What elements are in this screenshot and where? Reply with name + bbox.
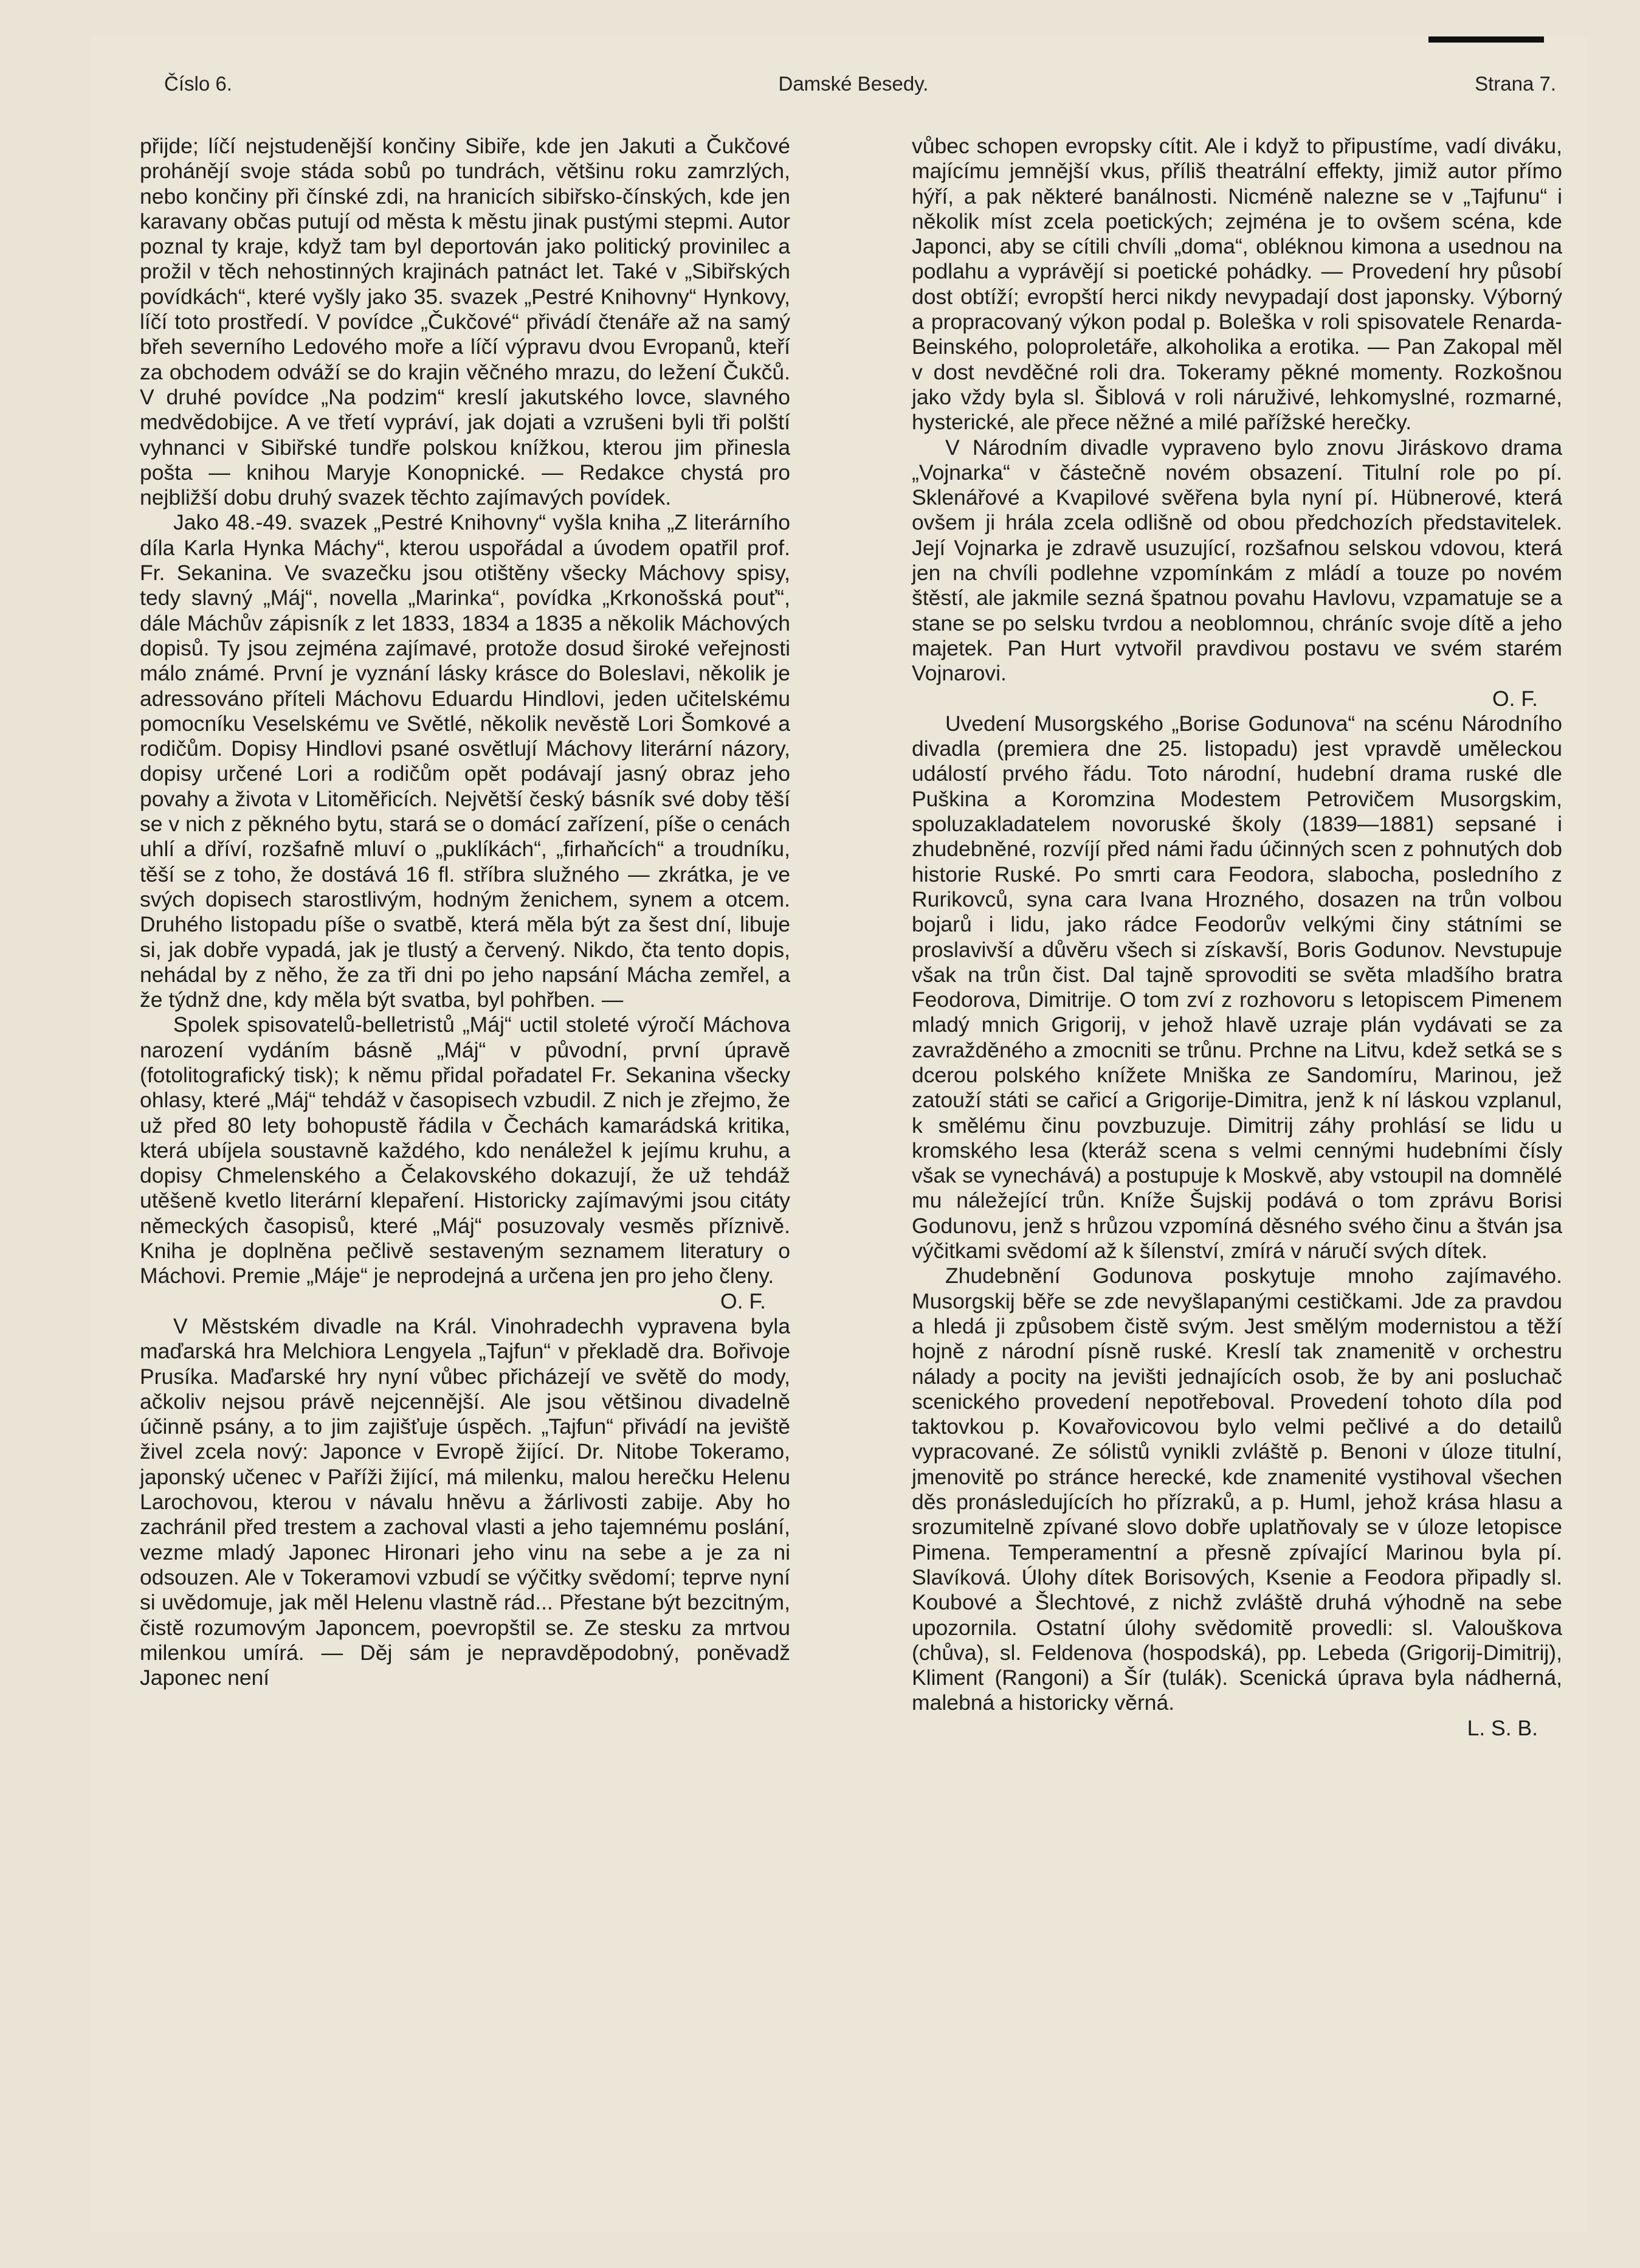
paragraph: Zhudebnění Godunova poskytuje mnoho zajímavého. Musorgskij běře se zde nevyšlapanými cestičkami. Jde za pravdou a hledá ji způsobem čistě svým. Jest smělým modernistou a těží hojně z národní písně ruské. Kreslí tak znamenitě v orchestru nálady a pocity na jevišti jednajících osob, že by ani posluchač scenického provedení nepotřeboval. Provedení tohoto díla pod taktovkou p. Kovařovicovou bylo velmi pečlivé a do detailů vypracované. Ze sólistů vynikli zvláště p. Benoni v úloze titulní, jmenovitě po stránce herecké, kde znamenité vystihoval všechen děs pronásledujících ho přízraků, a p. Huml, jehož krása hlasu a srozumitelně zpívané slovo dobře uplatňovaly se v úloze letopisce Pimena. Temperamentní a přesně zpívající Marinou byla pí. Slavíková. Úlohy dítek Borisových, Ksenie a Feodora připadly sl. Koubové a Šlechtové, z nichž zvláště druhá výhodně na sebe upozornila. Ostatní úlohy svědomitě provedli: sl. Valouškova (chůva), sl. Feldenova (hospodská), pp. Lebeda (Grigorij-Dimitrij), Kliment (Rangoni) a Šír (tulák). Scenická úprava byla nádherná, malebná a historicky věrná. (912, 1264, 1562, 1715)
signature: O. F. (1492, 686, 1538, 711)
paragraph: vůbec schopen evropsky cítit. Ale i když to připustíme, vadí diváku, majícímu jemnější vkus, příliš theatrální effekty, jimiž autor přímo hýří, a pak některé banálnosti. Nicméně nalezne se v „Tajfunu“ i několik míst zcela poetických; zejména je to ovšem scéna, kde Japonci, aby se cítili chvíli „doma“, obléknou kimona a usednou na podlahu a vyprávějí si poetické pohádky. — Provedení hry působí dost obtíží; evropští herci nikdy nevypadají dost japonsky. Výborný a propracovaný výkon podal p. Boleška v roli spisovatele Renarda-Beinského, poloproletáře, alkoholika a erotika. — Pan Zakopal měl v dost nevděčné roli dra. Tokeramy pěkné momenty. Rozkošnou jako vždy byla sl. Šiblová v roli náruživé, lehkomyslné, rozmarné, hysterické, ale přece něžné a milé pařížské herečky. (912, 134, 1562, 435)
paragraph: V Městském divadle na Král. Vinohradechh vypravena byla maďarská hra Melchiora Lengyela „Tajfun“ v překladě dra. Bořivoje Prusíka. Maďarské hry nyní vůbec přicházejí ve světě do mody, ačkoliv nejsou právě nejcennější. Ale jsou většinou divadelně účinně psány, a to jim zajišťuje úspěch. „Tajfun“ přivádí na jeviště živel zcela nový: Japonce v Evropě žijící. Dr. Nitobe Tokeramo, japonský učenec v Paříži žijící, má milenku, malou herečku Helenu Larochovou, kterou v návalu hněvu a žárlivosti zabije. Aby ho zachránil před trestem a zachoval vlasti a jeho tajemnému poslání, vezme mladý Japonec Hironari jeho vinu na sebe a je za ni odsouzen. Ale v Tokeramovi vzbudí se výčitky svědomí; teprve nyní si uvědomuje, jak měl Helenu vlastně rád... Přestane být bezcitným, čistě rozumovým Japoncem, poevropštil se. Ze stesku za mrtvou milenkou umírá. — Děj sám je nepravděpodobný, poněvadž Japonec není (140, 1313, 790, 1690)
newspaper-page (91, 36, 1587, 2232)
paragraph: přijde; líčí nejstudenější končiny Sibiře, kde jen Jakuti a Čukčové prohánějí svoje stáda sobů po tundrách, většinu roku zamrzlých, nebo končiny při čínské zdi, na hranicích sibiřsko-čínských, kde jen karavany občas putují od města k městu jinak pustými stepmi. Autor poznal ty kraje, když tam byl deportován jako politický provinilec a prožil v těch nehostinných krajinách patnáct let. Také v „Sibiřských povídkách“, které vyšly jako 35. svazek „Pestré Knihovny“ Hynkovy, líčí toto prostředí. V povídce „Čukčové“ přivádí čtenáře až na samý břeh severního Ledového moře a líčí výpravu dvou Evropanů, kteří za obchodem odváží se do krajin věčného mrazu, do ležení Čukčů. V druhé povídce „Na podzim“ kreslí jakutského lovce, slavného medvědobijce. A ve třetí vypráví, jak dojati a vzrušeni byli tři polští vyhnanci v Sibiřské tundře polskou knížkou, kterou jim přinesla pošta — knihou Maryje Konopnické. — Redakce chystá pro nejbližší dobu druhý svazek těchto zajímavých povídek. (140, 134, 790, 510)
signature: O. F. (720, 1288, 766, 1313)
issue-number: Číslo 6. (164, 72, 232, 95)
paragraph: Jako 48.-49. svazek „Pestré Knihovny“ vyšla kniha „Z literárního díla Karla Hynka Máchy“, kterou uspořádal a úvodem opatřil prof. Fr. Sekanina. Ve svazečku jsou otištěny všecky Máchovy spisy, tedy slavný „Máj“, novella „Marinka“, povídka „Krkonošská pouť“, dále Máchův zápisník z let 1833, 1834 a 1835 a několik Máchových dopisů. Ty jsou zejména zajímavé, protože dosud široké veřejnosti málo známé. První je vyznání lásky krásce do Boleslavi, několik je adressováno příteli Máchovu Eduardu Hindlovi, jeden učitelskému pomocníku Veselskému ve Světlé, několik nevěstě Lori Šomkové a rodičům. Dopisy Hindlovi psané osvětlují Máchovy literární názory, dopisy určené Lori a rodičům opět podávají jasný obraz jeho povahy a života v Litoměřicích. Největší český básník své doby těší se v nich z pěkného bytu, stará se o domácí zařízení, píše o cenách uhlí a dříví, rozšafně mluví o „puklíkách“, „firhaňcích“ a troudníku, těší se z toho, že dostává 16 fl. stříbra služného — zkrátka, je ve svých dopisech starostlivým, hodným ženichem, synem a otcem. Druhého listopadu píše o svatbě, která měla být za šest dní, libuje si, jak dobře vypadá, jak je tlustý a červený. Nikdo, čta tento dopis, nehádal by z něho, že za tři dni po jeho napsání Mácha zemřel, a že týdnž dne, kdy měla být svatba, byl pohřben. — (140, 510, 790, 1012)
page-number: Strana 7. (1475, 72, 1556, 95)
paragraph: Uvedení Musorgského „Borise Godunova“ na scénu Národního divadla (premiera dne 25. listopadu) jest vpravdě uměleckou událostí prvého řádu. Toto národní, hudební drama ruské dle Puškina a Koromzina Modestem Petrovičem Musorgskim, spoluzakladatelem novoruské školy (1839—1881) sepsané i zhudebněné, rozvíjí před námi řadu účinných scen z pohnutých dob historie Ruské. Po smrti cara Feodora, slabocha, posledního z Rurikovců, syna cara Ivana Hrozného, dosazen na trůn volbou bojarů i lidu, jako rádce Feodorův velkými činy státními se proslavivší a důvěru všech si získavší, Boris Godunov. Nevstupuje však na trůn čist. Dal tajně sprovoditi se světa mladšího bratra Feodorova, Dimitrije. O tom zví z rozhovoru s letopiscem Pimenem mladý mnich Grigorij, v jehož hlavě uzraje plán vydávati se za zavražděného a zmocniti se trůnu. Prchne na Litvu, kdež setká se s dcerou polského knížete Mniška ze Sandomíru, Marinou, jež zatouží státi se cařicí a Grigorije-Dimitra, jenž k ní láskou vzplanul, k smělému činu povzbuzuje. Dimitrij záhy prohlásí se lidu u kromského lesa (kteráž scena s velmi cennými hudebními čísly však se vynechává) a postupuje k Moskvě, aby vstoupil na domnělé mu náležející trůn. Kníže Šujskij podává o tom zprávu Borisi Godunovu, jenž s hrůzou vzpomíná děsného svého činu a štván jsa výčitkami svědomí až k šílenství, zmírá v náručí svých dítek. (912, 711, 1562, 1264)
signature: L. S. B. (1467, 1715, 1538, 1740)
publication-title: Damské Besedy. (778, 72, 929, 95)
article-columns (140, 134, 1562, 2195)
page-header (164, 66, 1556, 102)
left-column (140, 134, 790, 2195)
scan-edge-mark (1428, 36, 1544, 43)
paragraph: V Národním divadle vypraveno bylo znovu Jiráskovo drama „Vojnarka“ v částečně novém obsazení. Titulní role po pí. Sklenářové a Kvapilové svěřena byla nyní pí. Hübnerové, která ovšem ji hrála zcela odlišně od obou předchozích představitelek. Její Vojnarka je zdravě usuzující, rozšafnou selskou vdovou, která jen na chvíli podlehne vzpomínkám z mládí a touze po novém štěstí, ale jakmile sezná špatnou povahu Havlovu, vzpamatuje se a stane se po selsku tvrdou a neoblomnou, chráníc svoje dítě a jeho majetek. Pan Hurt vytvořil pravdivou postavu ve svém starém Vojnarovi. (912, 435, 1562, 686)
paragraph: Spolek spisovatelů-belletristů „Máj“ uctil stoleté výročí Máchova narození vydáním básně „Máj“ v původní, první úpravě (fotolitografický tisk); k němu přidal pořadatel Fr. Sekanina všecky ohlasy, které „Máj“ tehdáž v časopisech vzbudil. Z nich je zřejmo, že už před 80 lety bohopustě řádila v Čechách kamarádská kritika, která ubíjela soustavně každého, kdo nenáležel k jejímu kruhu, a dopisy Chmelenského a Čelakovského dokazují, že už tehdáž utěšeně kvetlo literární klepaření. Historicky zajímavými jsou citáty německých časopisů, které „Máj“ posuzovaly vesměs příznivě. Kniha je doplněna pečlivě sestaveným seznamem literatury o Máchovi. Premie „Máje“ je neprodejná a určena jen pro jeho členy. (140, 1012, 790, 1288)
right-column (912, 134, 1562, 2195)
